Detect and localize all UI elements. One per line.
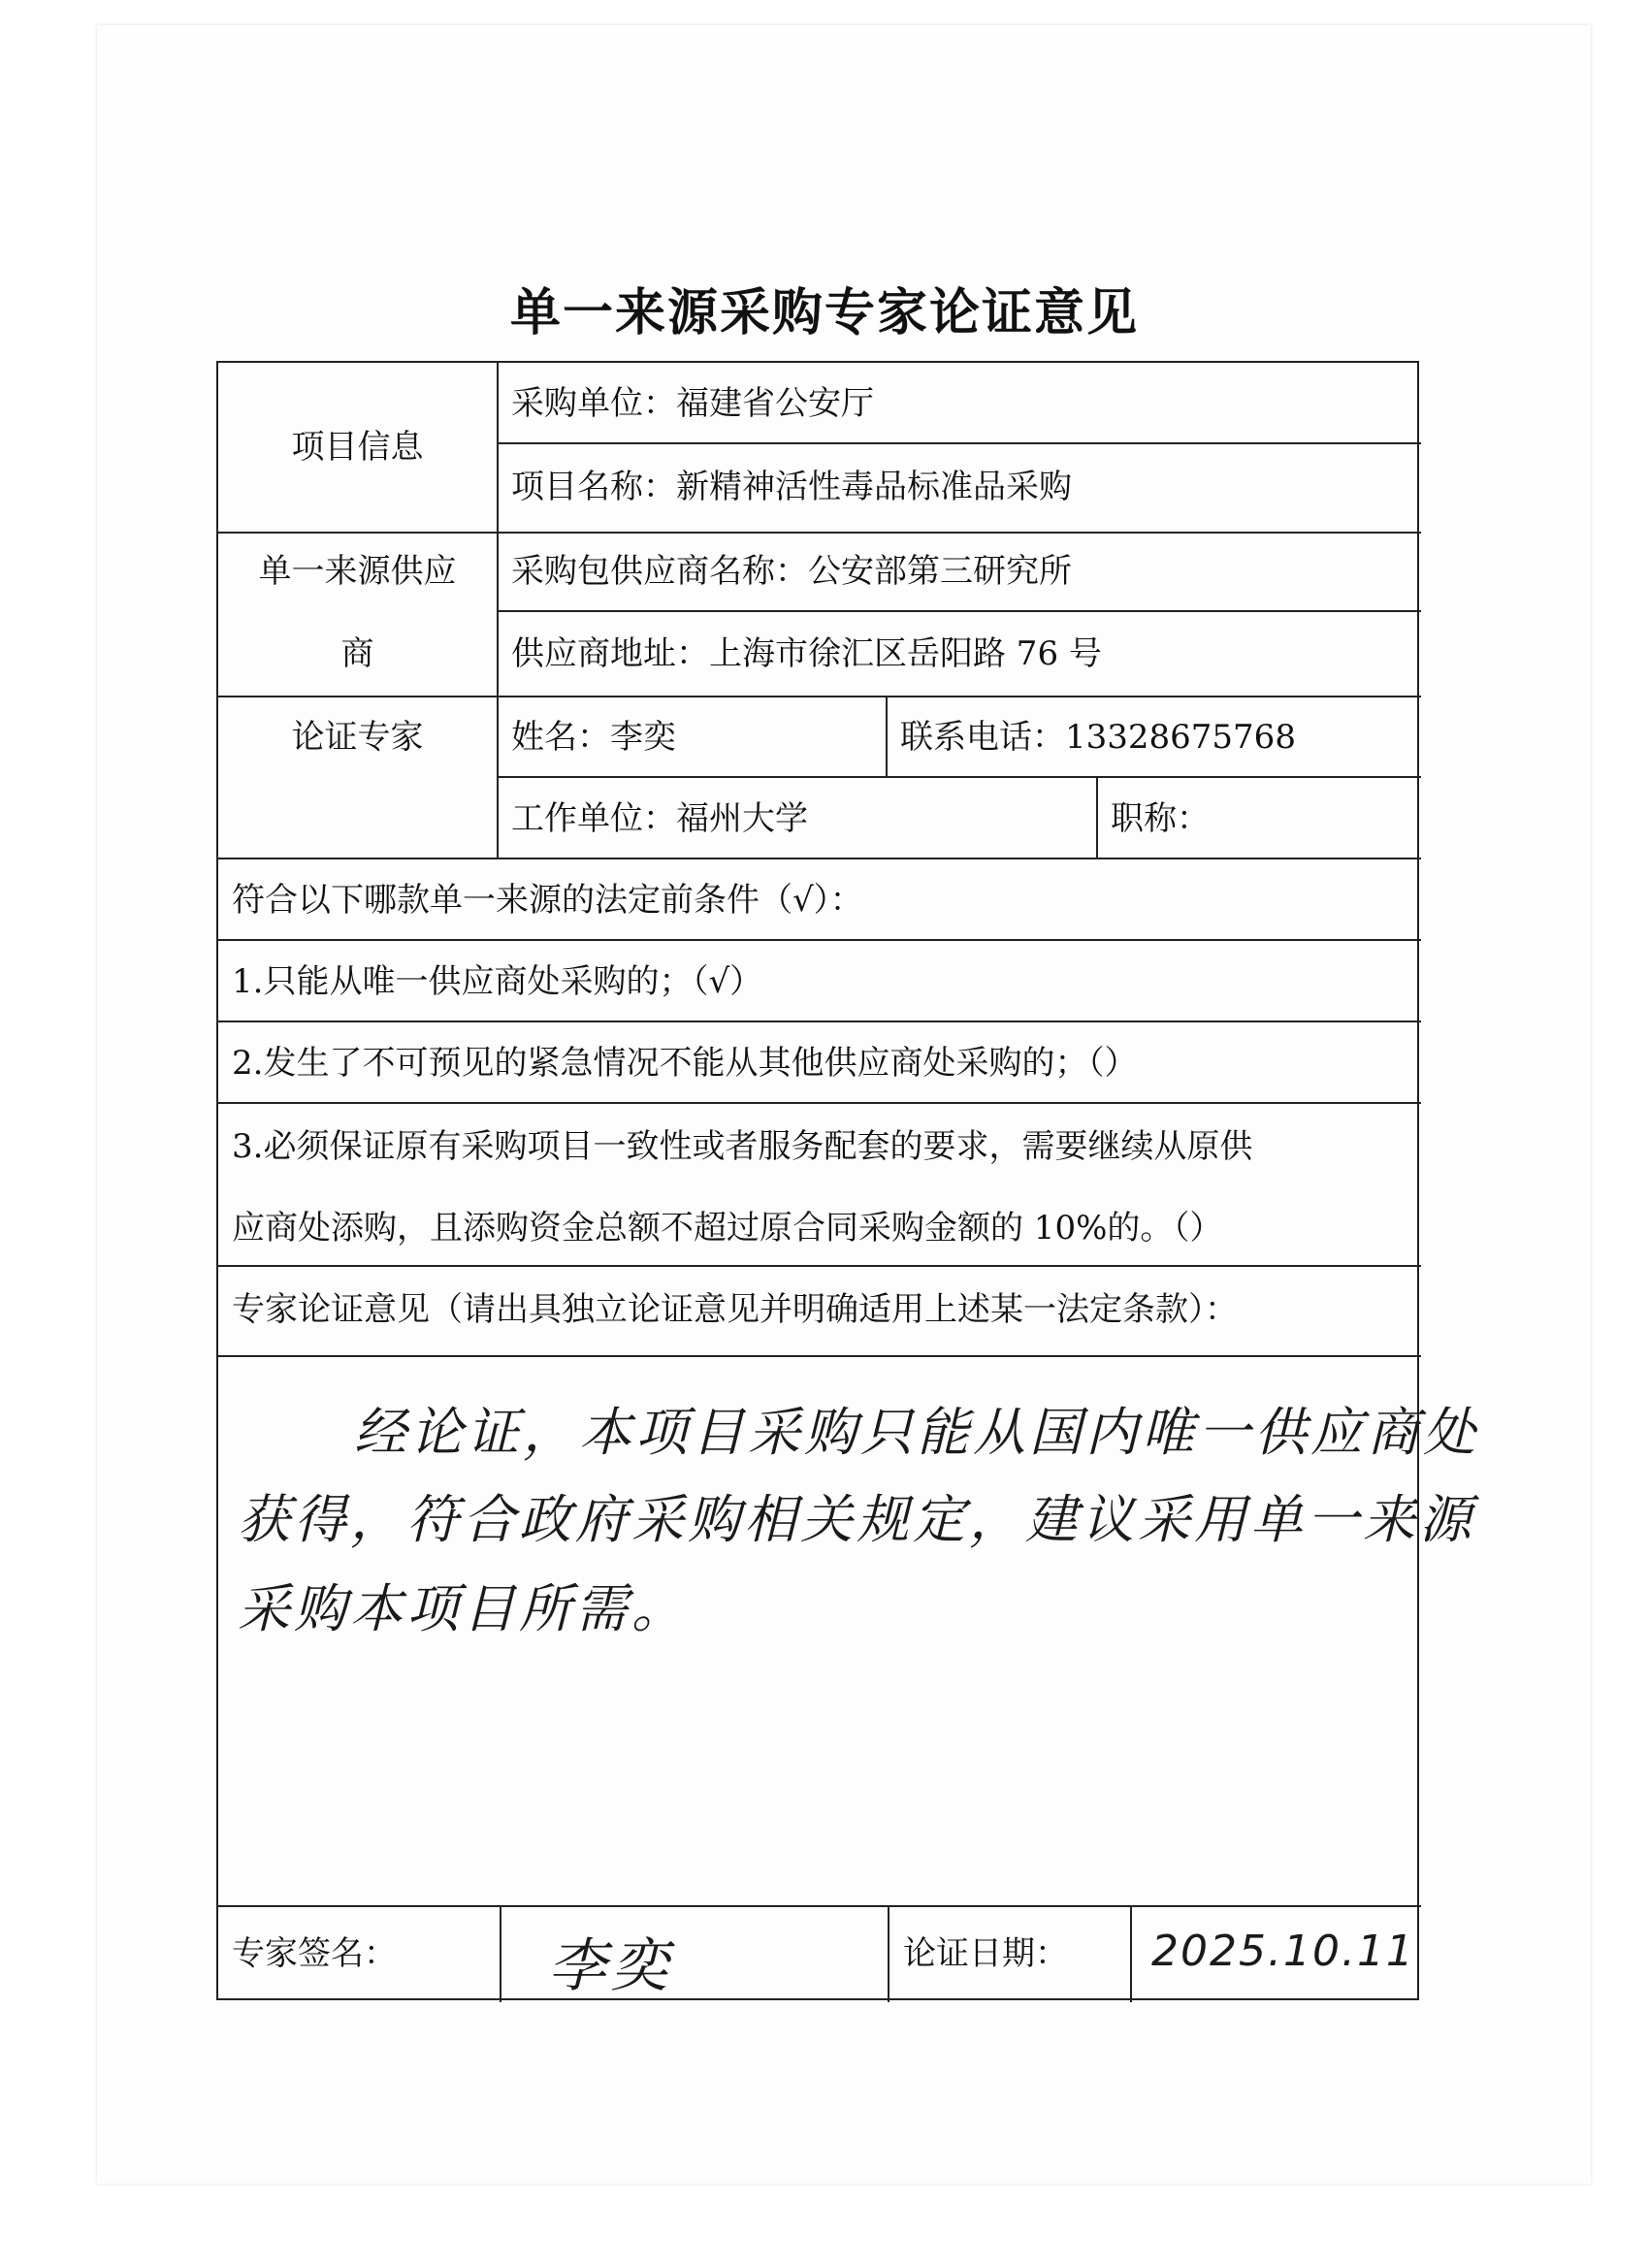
signature-label: 专家签名： <box>232 1934 397 1973</box>
handwritten-date: 2025.10.11 <box>1151 1927 1415 1976</box>
project-info-label: 项目信息 <box>291 428 424 467</box>
supplier-address-field: 供应商地址：上海市徐汇区岳阳路 76 号 <box>511 634 1102 673</box>
column-divider <box>886 696 888 776</box>
column-divider <box>500 1905 501 2002</box>
column-divider <box>1130 1905 1132 2002</box>
supplier-name-field: 采购包供应商名称：公安部第三研究所 <box>511 552 1072 591</box>
expert-phone-field: 联系电话：13328675768 <box>900 718 1296 757</box>
row-divider <box>497 442 1421 444</box>
conditions-heading: 符合以下哪款单一来源的法定前条件（√）： <box>232 881 863 920</box>
condition-item-3-line1: 3.必须保证原有采购项目一致性或者服务配套的要求，需要继续从原供 <box>232 1127 1253 1166</box>
row-divider <box>497 610 1421 612</box>
purchaser-field: 采购单位：福建省公安厅 <box>511 384 874 423</box>
expert-name-field: 姓名：李奕 <box>511 718 676 757</box>
supplier-label-line1: 单一来源供应 <box>258 552 457 591</box>
row-divider <box>218 1265 1421 1267</box>
column-divider <box>888 1905 889 2002</box>
handwritten-signature: 李奕 <box>548 1932 672 2000</box>
expert-opinion-form <box>216 361 1479 2000</box>
handwritten-opinion-line3: 采购本项目所需。 <box>238 1578 688 1639</box>
row-divider <box>218 858 1421 859</box>
opinion-heading: 专家论证意见（请出具独立论证意见并明确适用上述某一法定条款）： <box>232 1290 1238 1329</box>
row-divider <box>497 776 1421 778</box>
column-divider <box>1096 776 1098 858</box>
condition-item-2: 2.发生了不可预见的紧急情况不能从其他供应商处采购的；（） <box>232 1044 1138 1083</box>
row-divider <box>218 532 1421 534</box>
expert-work-unit-field: 工作单位：福州大学 <box>511 799 808 838</box>
expert-label: 论证专家 <box>291 718 424 757</box>
condition-item-3-line2: 应商处添购，且添购资金总额不超过原合同采购金额的 10%的。（） <box>232 1209 1223 1247</box>
project-name-field: 项目名称：新精神活性毒品标准品采购 <box>511 468 1072 506</box>
condition-item-1: 1.只能从唯一供应商处采购的；（√） <box>232 962 763 1001</box>
row-divider <box>218 1905 1421 1907</box>
handwritten-opinion-line1: 经论证，本项目采购只能从国内唯一供应商处 <box>354 1402 1479 1463</box>
row-divider <box>218 1021 1421 1022</box>
row-divider <box>218 696 1421 697</box>
handwritten-opinion-line2: 获得，符合政府采购相关规定，建议采用单一来源 <box>238 1489 1475 1550</box>
row-divider <box>218 1355 1421 1357</box>
document-title: 单一来源采购专家论证意见 <box>509 283 1139 342</box>
date-label: 论证日期： <box>903 1934 1068 1973</box>
expert-title-field: 职称： <box>1111 799 1210 838</box>
supplier-label-line2: 商 <box>340 634 374 673</box>
row-divider <box>218 939 1421 941</box>
row-divider <box>218 1102 1421 1104</box>
column-divider <box>497 363 499 858</box>
